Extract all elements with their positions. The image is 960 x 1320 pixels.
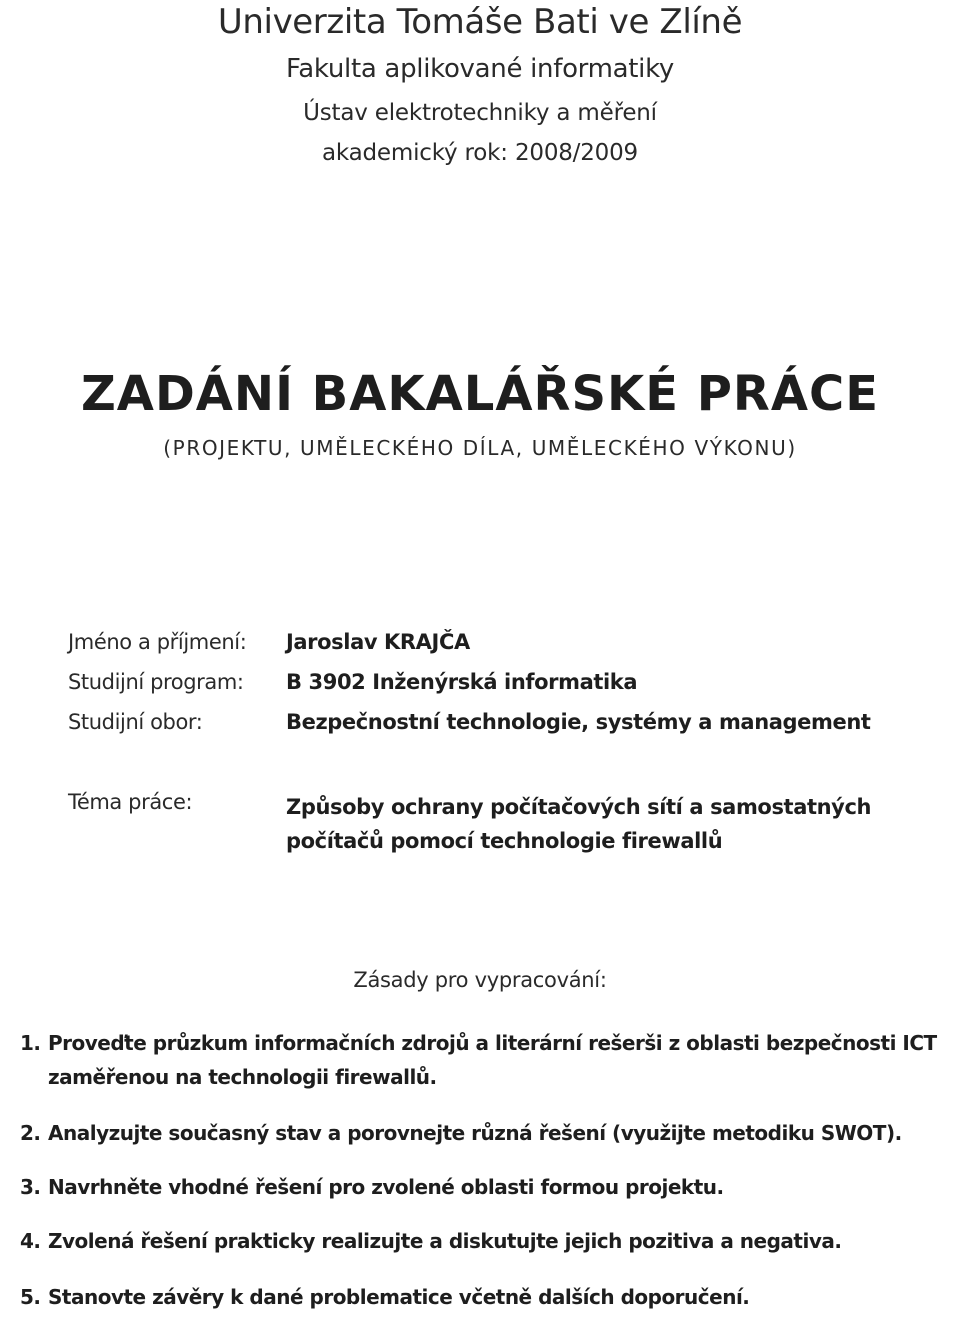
program-label: Studijní program: [68, 670, 244, 694]
principle-text [48, 1170, 950, 1204]
academic-year: akademický rok: 2008/2009 [322, 140, 638, 166]
principle-number: 2. [20, 1121, 41, 1145]
faculty-name: Fakulta aplikované informatiky [285, 54, 675, 84]
principle-text [48, 1224, 950, 1258]
document-title: ZADÁNÍ BAKALÁŘSKÉ PRÁCE [80, 366, 880, 422]
principle-number: 1. [20, 1031, 41, 1055]
principle-line: zaměřenou na technologii firewallů. [48, 1065, 437, 1089]
principle-line: Zvolená řešení prakticky realizujte a diskutujte jejich pozitiva a negativa. [48, 1229, 842, 1253]
principle-item [20, 1026, 950, 1094]
principle-item [20, 1116, 950, 1150]
field-of-study-value: Bezpečnostní technologie, systémy a management [286, 710, 871, 734]
institute-name: Ústav elektrotechniky a měření [303, 100, 657, 126]
principle-text [48, 1026, 950, 1094]
principle-text [48, 1280, 950, 1314]
principle-number: 5. [20, 1285, 41, 1309]
principle-line: Stanovte závěry k dané problematice včetně dalších doporučení. [48, 1285, 750, 1309]
university-name: Univerzita Tomáše Bati ve Zlíně [217, 2, 743, 42]
document-subtitle: (PROJEKTU, UMĚLECKÉHO DÍLA, UMĚLECKÉHO VÝKONU) [163, 436, 797, 460]
principle-line: Navrhněte vhodné řešení pro zvolené oblasti formou projektu. [48, 1175, 724, 1199]
topic-label: Téma práce: [68, 790, 193, 814]
field-of-study-label: Studijní obor: [68, 710, 203, 734]
principle-number: 4. [20, 1229, 41, 1253]
topic-line: Způsoby ochrany počítačových sítí a samostatných [286, 795, 872, 819]
name-value: Jaroslav KRAJČA [286, 630, 470, 654]
principle-text [48, 1116, 950, 1150]
principle-number: 3. [20, 1175, 41, 1199]
name-label: Jméno a příjmení: [68, 630, 247, 654]
program-value: B 3902 Inženýrská informatika [286, 670, 638, 694]
principles-heading: Zásady pro vypracování: [353, 968, 607, 992]
principle-line: Analyzujte současný stav a porovnejte různá řešení (využijte metodiku SWOT). [48, 1121, 902, 1145]
principle-item [20, 1170, 950, 1204]
principle-item [20, 1224, 950, 1258]
principle-line: Proveďte průzkum informačních zdrojů a literární rešerši z oblasti bezpečnosti ICT [48, 1031, 937, 1055]
topic-value [286, 790, 886, 858]
topic-line: počítačů pomocí technologie firewallů [286, 829, 723, 853]
principle-item [20, 1280, 950, 1314]
